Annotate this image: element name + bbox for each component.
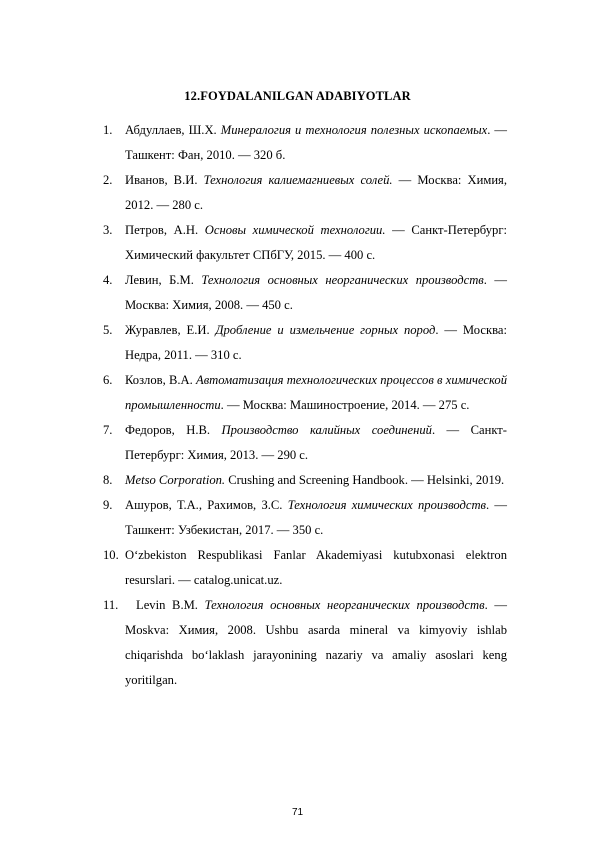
reference-line: 2012. — 280 с. [125, 198, 204, 212]
reference-line: Иванов, В.И. Технология калиемагниевых солей. — Москва: Химия, [125, 173, 507, 187]
reference-number: 5. [103, 323, 113, 337]
reference-line: Козлов, В.А. Автоматизация технологических процессов в химической [125, 373, 508, 387]
reference-line: Ташкент: Фан, 2010. — 320 б. [125, 148, 286, 162]
reference-number: 2. [103, 173, 113, 187]
reference-number: 10. [103, 548, 119, 562]
page-number: 71 [291, 807, 304, 818]
reference-line: Петербург: Химия, 2013. — 290 с. [125, 448, 309, 462]
reference-line: Metso Corporation. Crushing and Screening Handbook. — Helsinki, 2019. [125, 473, 505, 487]
reference-line: Ташкент: Узбекистан, 2017. — 350 с. [125, 523, 324, 537]
reference-line: Москва: Химия, 2008. — 450 с. [125, 298, 293, 312]
reference-line: O‘zbekiston Respublikasi Fanlar Akademiyasi kutubxonasi elektron [125, 548, 507, 562]
reference-number: 11. [103, 598, 119, 612]
reference-number: 6. [103, 373, 113, 387]
reference-number: 1. [103, 123, 113, 137]
reference-line: Петров, А.Н. Основы химической технологии. — Санкт-Петербург: [125, 223, 507, 237]
page-title: 12.FOYDALANILGAN ADABIYOTLAR [184, 89, 411, 103]
reference-line: Химический факультет СПбГУ, 2015. — 400 с. [125, 248, 376, 262]
reference-number: 4. [103, 273, 113, 287]
reference-line: Levin B.M. Технология основных неорганических производств. — [136, 598, 507, 612]
reference-line: промышленности. — Москва: Машиностроение, 2014. — 275 с. [125, 398, 470, 412]
reference-line: chiqarishda bo‘laklash jarayonining nazariy va amaliy asoslari keng [125, 648, 507, 662]
reference-line: resurslari. — catalog.unicat.uz. [125, 573, 283, 587]
reference-number: 7. [103, 423, 113, 437]
reference-line: Журавлев, Е.И. Дробление и измельчение горных пород. — Москва: [125, 323, 507, 337]
reference-line: Moskva: Химия, 2008. Ushbu asarda mineral va kimyoviy ishlab [125, 623, 507, 637]
reference-number: 9. [103, 498, 113, 512]
reference-line: Федоров, Н.В. Производство калийных соединений. — Санкт- [125, 423, 507, 437]
reference-number: 3. [103, 223, 113, 237]
reference-line: Абдуллаев, Ш.Х. Минералогия и технология полезных ископаемых. — [125, 123, 508, 137]
reference-line: Ашуров, Т.А., Рахимов, З.С. Технология химических производств. — [125, 498, 508, 512]
reference-line: Левин, Б.М. Технология основных неорганических производств. — [125, 273, 507, 287]
reference-line: yoritilgan. [125, 673, 178, 687]
reference-line: Недра, 2011. — 310 с. [125, 348, 242, 362]
reference-number: 8. [103, 473, 113, 487]
